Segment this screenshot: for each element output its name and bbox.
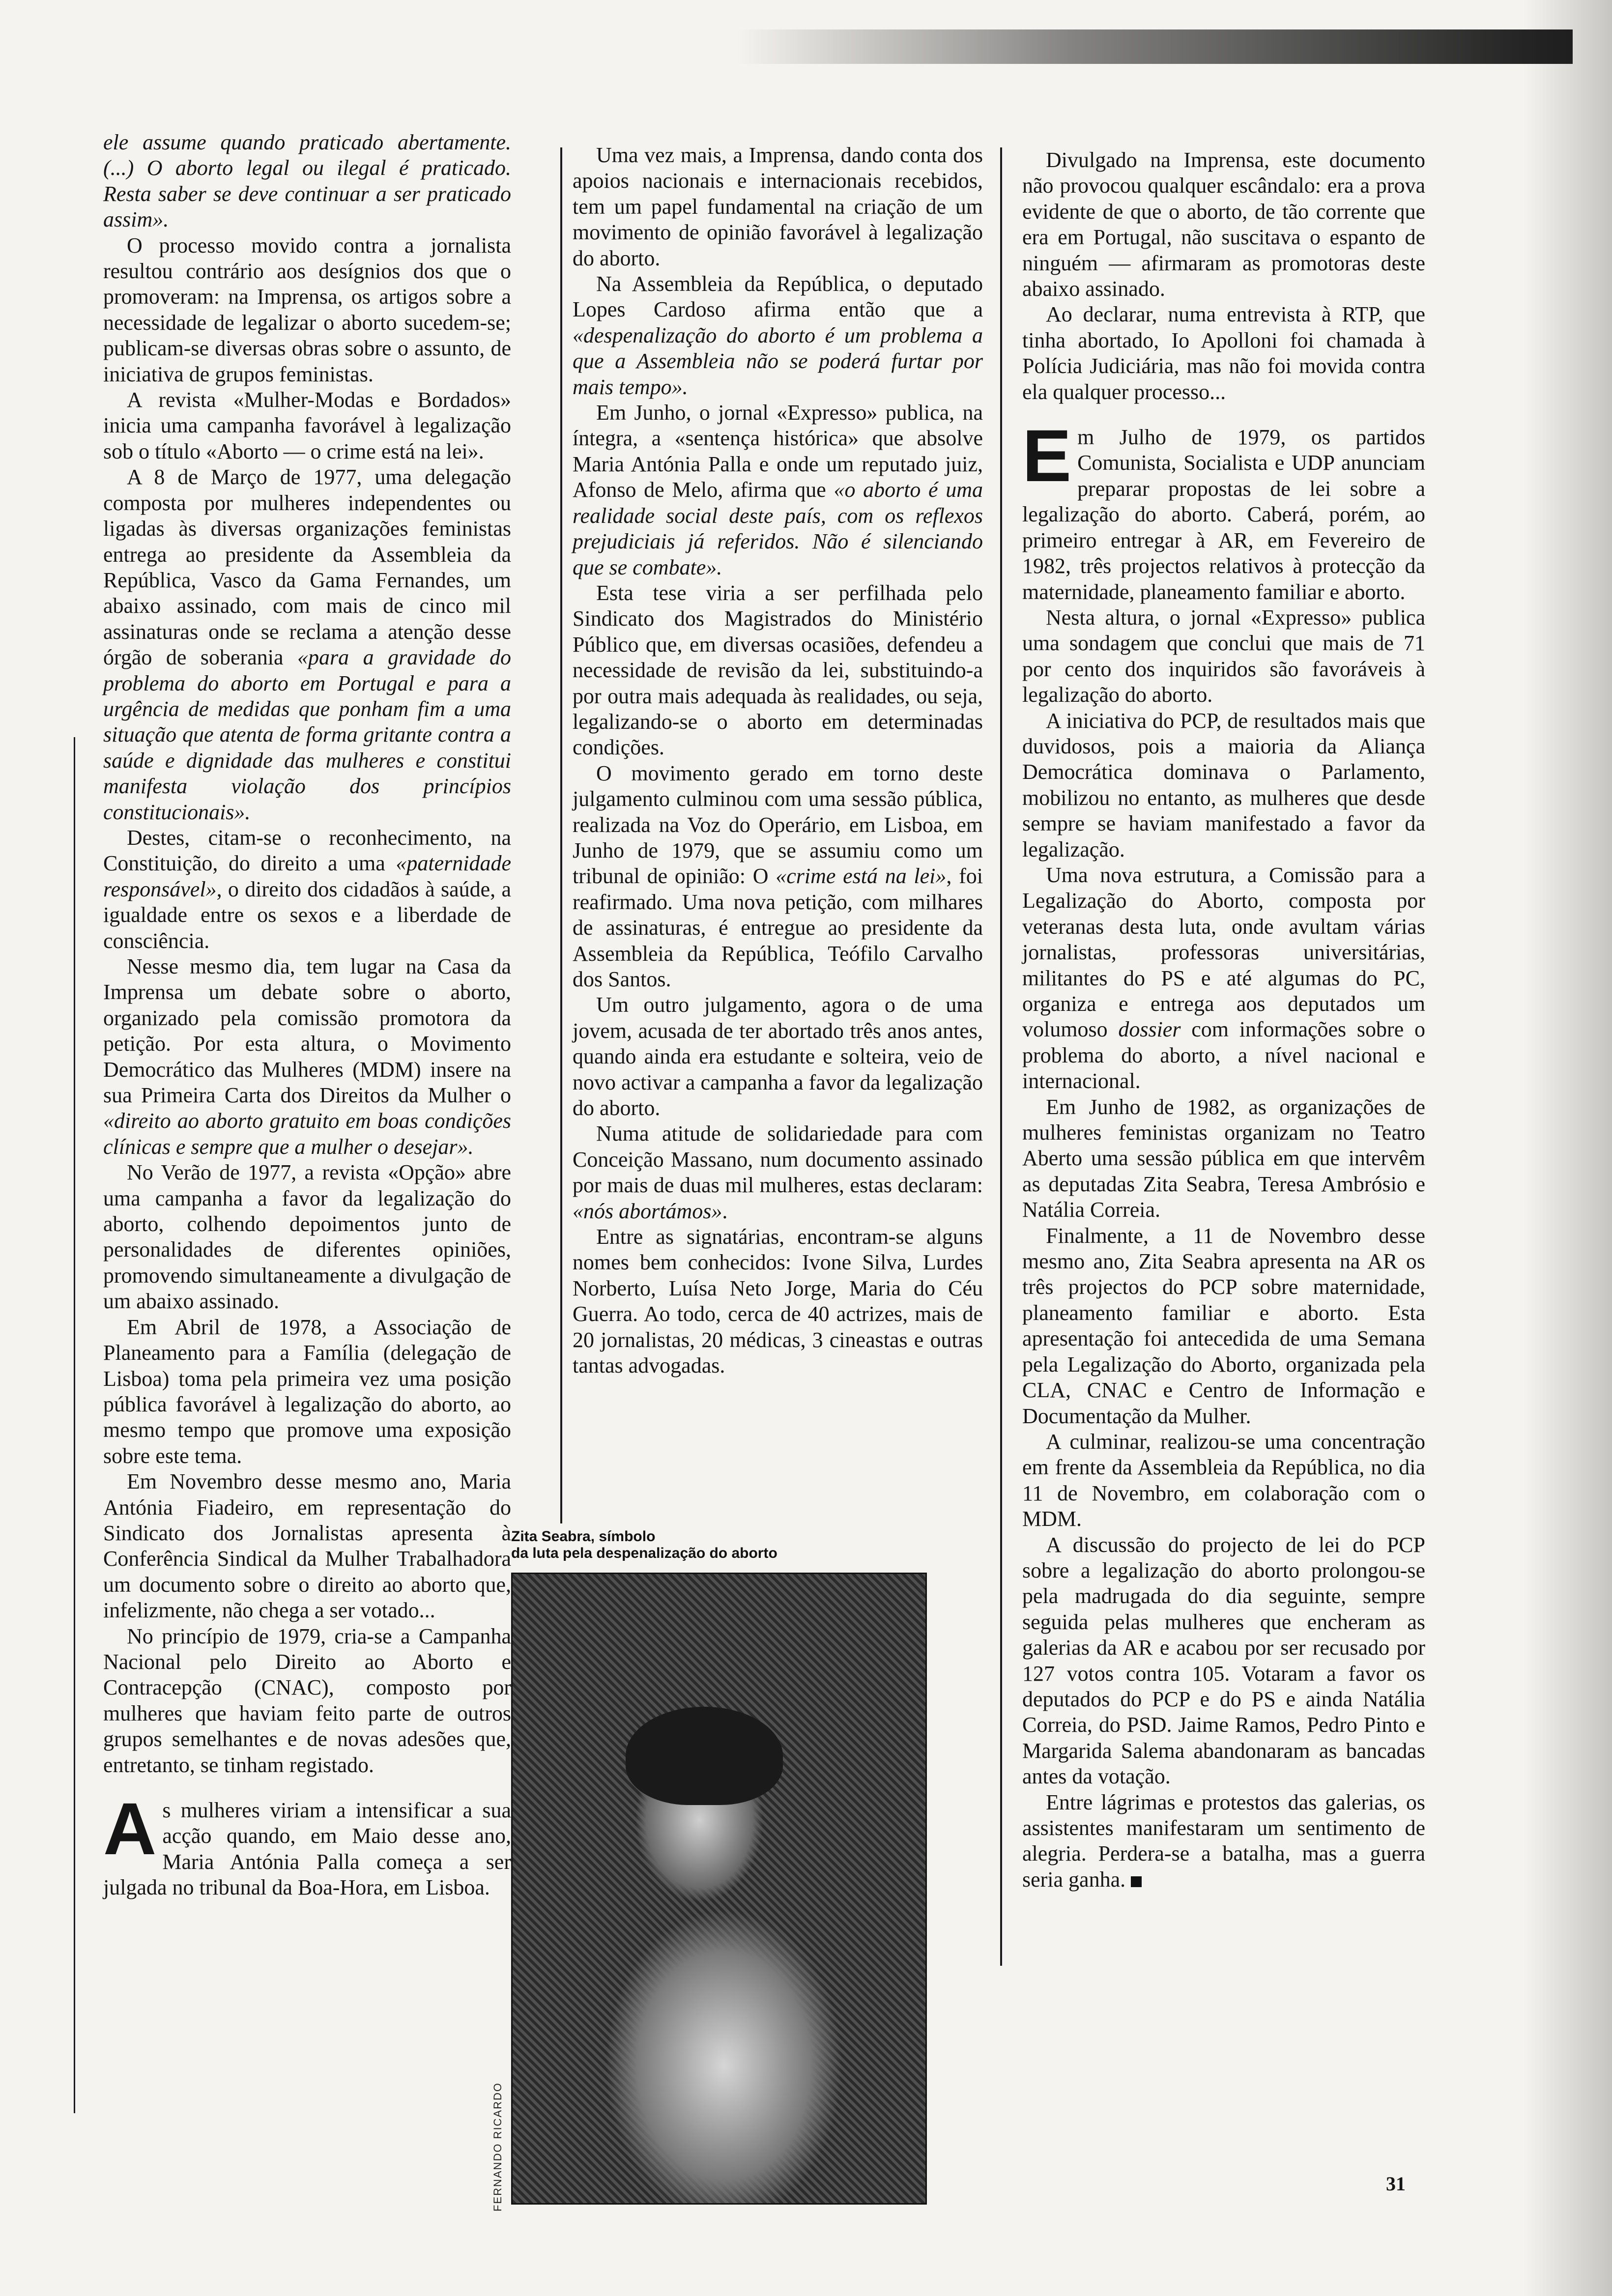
drop-cap: E — [1022, 414, 1072, 497]
paragraph: A discussão do projecto de lei do PCP sobre a legalização do aborto prolongou-se pela madrugada do dia seguinte, sempre seguida pelas mulheres que encheram as galerias da AR e acabou por ser recusado por 127 votos contra 105. Votaram a favor os deputados do PCP e do PS e ainda Natália Correia, do PSD. Jaime Ramos, Pedro Pinto e Margarida Salema abandonaram as bancadas antes da votação. — [1022, 1532, 1425, 1789]
article-column-3 — [1022, 147, 1425, 1893]
paragraph — [573, 271, 983, 400]
text-run: A 8 de Março de 1977, uma delegação composta por mulheres independentes ou ligadas às diversas organizações feministas entrega ao presidente da Assembleia da República, Vasco da Gama Fernandes, um abaixo assinado, com mais de cinco mil assinaturas onde se reclama a atenção desse órgão de soberania — [103, 465, 511, 670]
paragraph-dropcap — [103, 1787, 511, 1901]
text-run: Nesse mesmo dia, tem lugar na Casa da Imprensa um debate sobre o aborto, organizado pela comissão promotora da petição. Por esta altura, o Movimento Democrático das Mulheres (MDM) insere na sua Primeira Carta dos Direitos da Mulher o — [103, 954, 511, 1108]
paragraph: No Verão de 1977, a revista «Opção» abre uma campanha a favor da legalização do aborto, colhendo depoimentos junto de personalidades de diferentes opiniões, promovendo simultaneamente a divulgação de um abaixo assinado. — [103, 1160, 511, 1314]
caption-line: da luta pela despenalização do aborto — [511, 1545, 777, 1561]
paragraph: ele assume quando praticado abertamente. (...) O aborto legal ou ilegal é praticado. Resta saber se deve continuar a ser praticado assim». — [103, 130, 511, 232]
left-margin-rule — [74, 737, 75, 2113]
caption-line: Zita Seabra, símbolo — [511, 1528, 656, 1545]
paragraph — [573, 761, 983, 993]
paragraph-dropcap — [1022, 414, 1425, 605]
paragraph: O processo movido contra a jornalista resultou contrário aos desígnios dos que o promoveram: na Imprensa, os artigos sobre a necessidade de legalizar o aborto sucedem-se; publicam-se diversas obras sobre o assunto, de iniciativa de grupos feministas. — [103, 233, 511, 386]
column-rule-2 — [1000, 147, 1002, 1966]
text-run: , o direito dos cidadãos à saúde, a igualdade entre os sexos e a liberdade de consciência. — [103, 877, 511, 953]
text-run: Em Junho, o jornal «Expresso» publica, na íntegra, a «sentença histórica» que absolve Maria Antónia Palla e onde um reputado juiz, Afonso de Melo, afirma que — [573, 401, 983, 502]
text-run: , foi reafirmado. Uma nova petição, com milhares de assinaturas, é entregue ao presidente da Assembleia da República, Teófilo Carvalho dos Santos. — [573, 864, 983, 991]
text-run: s mulheres viriam a intensificar a sua acção quando, em Maio desse ano, Maria Antónia Palla começa a ser julgada no tribunal da Boa-Hora, em Lisboa. — [103, 1798, 511, 1900]
quote-text: «para a gravidade do problema do aborto em Portugal e para a urgência de medidas que ponham fim a uma situação que atenta de forma gritante contra a saúde e dignidade das mulheres e constitui manifesta violação dos princípios constitucionais». — [103, 645, 511, 824]
photo-caption — [511, 1528, 953, 1562]
quote-text: «direito ao aborto gratuito em boas condições clínicas e sempre que a mulher o desejar». — [103, 1109, 511, 1159]
text-run: . — [722, 1199, 728, 1223]
paragraph: Em Junho de 1982, as organizações de mulheres feministas organizam no Teatro Aberto uma sessão pública em que intervêm as deputadas Zita Seabra, Teresa Ambrósio e Natália Correia. — [1022, 1094, 1425, 1222]
quote-text: «o aborto é uma realidade social deste país, com os reflexos prejudiciais já referidos. Não é silenciando que se combate». — [573, 478, 983, 579]
text-run: Destes, citam-se o reconhecimento, na Constituição, do direito a uma — [103, 825, 511, 876]
photo-credit: FERNANDO RICARDO — [491, 2082, 504, 2211]
paragraph: Ao declarar, numa entrevista à RTP, que tinha abortado, Io Apolloni foi chamada à Polícia Judiciária, mas não foi movida contra ela qualquer processo... — [1022, 302, 1425, 404]
text-run: com informações sobre o problema do aborto, a nível nacional e internacional. — [1022, 1017, 1425, 1093]
photo-figure-hair — [626, 1707, 783, 1805]
paragraph — [1022, 862, 1425, 1094]
paragraph: Um outro julgamento, agora o de uma jovem, acusada de ter abortado três anos antes, quando ainda era estudante e solteira, veio de novo activar a campanha a favor da legalização do aborto. — [573, 993, 983, 1120]
text-run: O movimento gerado em torno deste julgamento culminou com uma sessão pública, realizada na Voz do Operário, em Lisboa, em Junho de 1979, que se assumiu como um tribunal de opinião: O — [573, 761, 983, 889]
paragraph — [103, 954, 511, 1160]
text-run: Numa atitude de solidariedade para com Conceição Massano, num documento assinado por mais de duas mil mulheres, estas declaram: — [573, 1121, 983, 1198]
text-run: Entre lágrimas e protestos das galerias, os assistentes manifestaram um sentimento de alegria. Perdera-se a batalha, mas a guerra seria ganha. — [1022, 1790, 1425, 1892]
photo-zita-seabra — [511, 1573, 927, 2205]
scan-right-edge-shadow — [1524, 0, 1612, 2296]
paragraph: A iniciativa do PCP, de resultados mais que duvidosos, pois a maioria da Aliança Democrática dominava o Parlamento, mobilizou no entanto, as mulheres que desde sempre se haviam manifestado a favor da legalização. — [1022, 708, 1425, 861]
paragraph — [573, 400, 983, 580]
drop-cap: A — [103, 1787, 157, 1870]
scan-top-shadow — [737, 29, 1573, 64]
quote-text: «paternidade responsável» — [103, 851, 511, 901]
text-run: Na Assembleia da República, o deputado Lopes Cardoso afirma então que a — [573, 272, 983, 322]
paragraph: Entre as signatárias, encontram-se alguns nomes bem conhecidos: Ivone Silva, Lurdes Norberto, Luísa Neto Jorge, Maria do Céu Guerra. Ao todo, cerca de 40 actrizes, mais de 20 jornalistas, 20 médicas, 3 cineastas e outras tantas advogadas. — [573, 1225, 983, 1378]
paragraph: A culminar, realizou-se uma concentração em frente da Assembleia da República, no dia 11 de Novembro, em colaboração com o MDM. — [1022, 1429, 1425, 1531]
paragraph — [103, 464, 511, 825]
paragraph: No princípio de 1979, cria-se a Campanha Nacional pelo Direito ao Aborto e Contracepção (CNAC), composto por mulheres que haviam feito parte de outros grupos semelhantes e de novas adesões que, entretanto, se tinham registado. — [103, 1624, 511, 1777]
quote-text: «despenalização do aborto é um problema a que a Assembleia não se poderá furtar por mais tempo». — [573, 323, 983, 399]
article-column-2 — [573, 143, 983, 1379]
end-mark-icon — [1131, 1876, 1142, 1887]
text-run: Uma nova estrutura, a Comissão para a Legalização do Aborto, composta por veteranas desta luta, onde avultam várias jornalistas, professoras universitárias, militantes do PS e até algumas do PC, organiza e entrega aos deputados um volumoso — [1022, 862, 1425, 1042]
paragraph: Em Novembro desse mesmo ano, Maria Antónia Fiadeiro, em representação do Sindicato dos Jornalistas apresenta à Conferência Sindical da Mulher Trabalhadora um documento sobre o direito ao aborto que, infelizmente, não chega a ser votado... — [103, 1469, 511, 1623]
paragraph: A revista «Mulher-Modas e Bordados» inicia uma campanha favorável à legalização sob o título «Aborto — o crime está na lei». — [103, 388, 511, 463]
quote-text: «nós abortámos» — [573, 1199, 722, 1223]
paragraph: Esta tese viria a ser perfilhada pelo Sindicato dos Magistrados do Ministério Público que, em diversas ocasiões, defendeu a necessidade de revisão da lei, substituindo-a por outra mais adequada às realidades, ou seja, legalizando-se o aborto em determinadas condições. — [573, 580, 983, 760]
paragraph: Em Abril de 1978, a Associação de Planeamento para a Família (delegação de Lisboa) toma pela primeira vez uma posição pública favorável à legalização do aborto, ao mesmo tempo que promove uma exposição sobre este tema. — [103, 1315, 511, 1468]
text-run: m Julho de 1979, os partidos Comunista, Socialista e UDP anunciam preparar propostas de lei sobre a legalização do aborto. Caberá, porém, ao primeiro entregar à AR, em Fevereiro de 1982, três projectos relativos à protecção da maternidade, planeamento familiar e aborto. — [1022, 425, 1425, 604]
quote-text: «crime está na lei» — [776, 864, 947, 889]
page-number: 31 — [1386, 2173, 1406, 2195]
paragraph — [1022, 1790, 1425, 1893]
column-rule-1 — [560, 147, 562, 1523]
paragraph: Uma vez mais, a Imprensa, dando conta dos apoios nacionais e internacionais recebidos, tem um papel fundamental na criação de um movimento de opinião favorável à legalização do aborto. — [573, 143, 983, 270]
paragraph: Finalmente, a 11 de Novembro desse mesmo ano, Zita Seabra apresenta na AR os três projectos do PCP sobre maternidade, planeamento familiar e aborto. Esta apresentação foi antecedida de uma Semana pela Legalização do Aborto, organizada pela CLA, CNAC e Centro de Informação e Documentação da Mulher. — [1022, 1223, 1425, 1428]
paragraph: Divulgado na Imprensa, este documento não provocou qualquer escândalo: era a prova evidente de que o aborto, de tão corrente que era em Portugal, não suscitava o espanto de ninguém — afirmaram as promotoras deste abaixo assinado. — [1022, 148, 1425, 301]
paragraph — [573, 1121, 983, 1224]
paragraph — [103, 825, 511, 954]
quote-text: dossier — [1118, 1017, 1181, 1042]
article-column-1 — [103, 130, 511, 1901]
paragraph: Nesta altura, o jornal «Expresso» publica uma sondagem que conclui que mais de 71 por cento dos inquiridos são favoráveis à legalização do aborto. — [1022, 605, 1425, 707]
